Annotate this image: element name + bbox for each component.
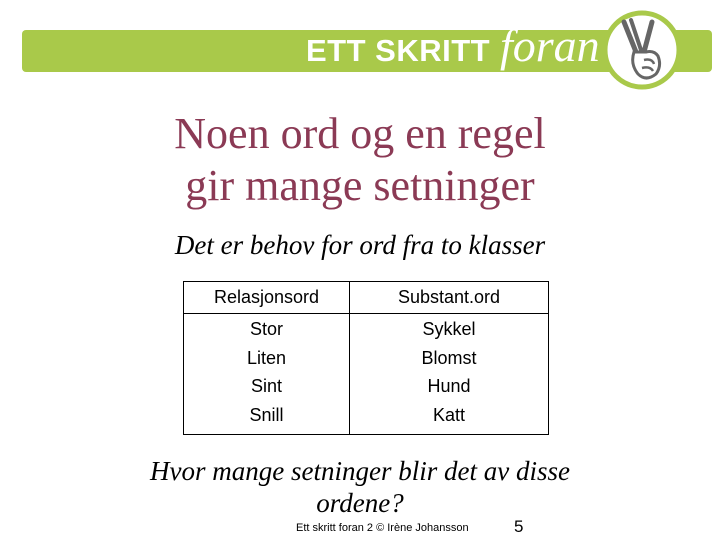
table-cell: Sykkel [422, 319, 476, 339]
slide-title-line1: Noen ord og en regel [174, 109, 546, 158]
brand-name-italic: foran [500, 20, 600, 71]
slide-subtitle: Det er behov for ord fra to klasser [174, 230, 546, 260]
relasjonsord-list [184, 315, 349, 429]
page-number: 5 [514, 517, 524, 536]
brand-name-bold: ETT SKRITT [306, 33, 491, 68]
column-header-relasjonsord: Relasjonsord [213, 287, 320, 307]
question-line2: ordene? [316, 488, 404, 518]
substantord-list [350, 315, 548, 429]
word-table [183, 281, 549, 435]
footer-credit: Ett skritt foran 2 © Irène Johansson [296, 522, 469, 534]
table-cell: Blomst [421, 347, 477, 368]
column-header-substantord: Substant.ord [397, 287, 501, 307]
table-cell: Snill [249, 404, 284, 425]
slide-title [60, 108, 660, 212]
v-sign-hand-icon [600, 8, 684, 92]
table-cell: Liten [246, 347, 287, 368]
slide-title-line2: gir mange setninger [185, 161, 535, 210]
table-cell: Stor [249, 319, 283, 339]
question-line1: Hvor mange setninger blir det av disse [150, 456, 570, 486]
table-header-divider [184, 313, 548, 314]
table-cell: Hund [427, 376, 471, 396]
table-cell: Katt [432, 404, 466, 425]
question-text [110, 455, 610, 519]
table-cell: Sint [250, 376, 283, 396]
